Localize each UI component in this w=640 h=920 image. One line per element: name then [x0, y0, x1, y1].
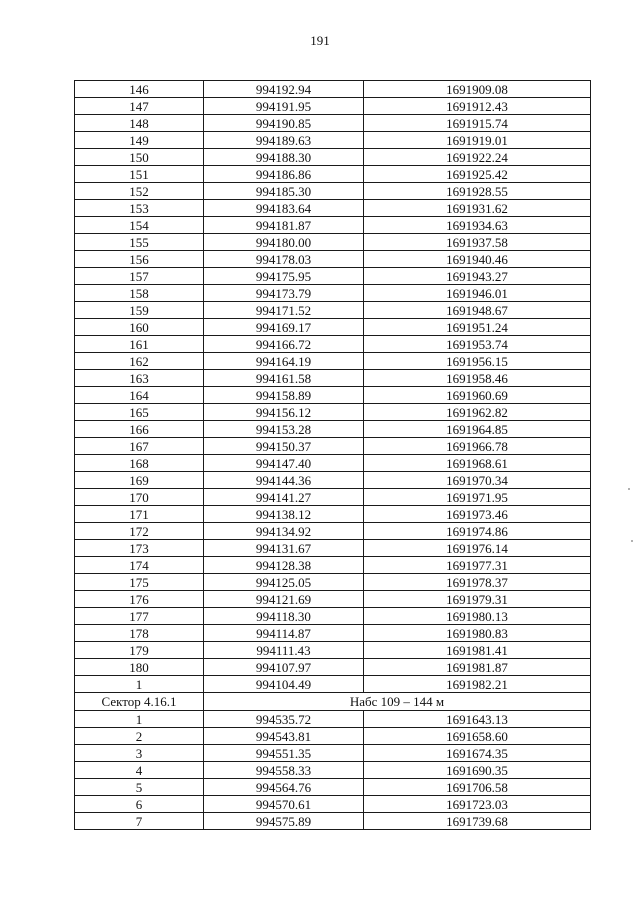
x-coordinate: 994131.67 [204, 540, 364, 557]
y-coordinate: 1691643.13 [364, 711, 591, 728]
y-coordinate: 1691978.37 [364, 574, 591, 591]
y-coordinate: 1691706.58 [364, 779, 591, 796]
y-coordinate: 1691973.46 [364, 506, 591, 523]
sector-row [75, 693, 591, 711]
table-row [75, 200, 591, 217]
y-coordinate: 1691940.46 [364, 251, 591, 268]
table-row [75, 81, 591, 98]
y-coordinate: 1691977.31 [364, 557, 591, 574]
x-coordinate: 994171.52 [204, 302, 364, 319]
x-coordinate: 994543.81 [204, 728, 364, 745]
table-row [75, 762, 591, 779]
x-coordinate: 994125.05 [204, 574, 364, 591]
y-coordinate: 1691912.43 [364, 98, 591, 115]
x-coordinate: 994158.89 [204, 387, 364, 404]
table-row [75, 728, 591, 745]
y-coordinate: 1691739.68 [364, 813, 591, 830]
table-row [75, 166, 591, 183]
x-coordinate: 994558.33 [204, 762, 364, 779]
table-row [75, 642, 591, 659]
table-row [75, 489, 591, 506]
table-row [75, 796, 591, 813]
table-row [75, 574, 591, 591]
y-coordinate: 1691979.31 [364, 591, 591, 608]
point-number: 180 [75, 659, 204, 676]
x-coordinate: 994141.27 [204, 489, 364, 506]
y-coordinate: 1691928.55 [364, 183, 591, 200]
table-row [75, 251, 591, 268]
point-number: 154 [75, 217, 204, 234]
point-number: 168 [75, 455, 204, 472]
x-coordinate: 994164.19 [204, 353, 364, 370]
x-coordinate: 994156.12 [204, 404, 364, 421]
y-coordinate: 1691925.42 [364, 166, 591, 183]
coordinates-table-body-one [75, 81, 591, 693]
table-row [75, 115, 591, 132]
y-coordinate: 1691962.82 [364, 404, 591, 421]
point-number: 166 [75, 421, 204, 438]
y-coordinate: 1691723.03 [364, 796, 591, 813]
y-coordinate: 1691934.63 [364, 217, 591, 234]
y-coordinate: 1691958.46 [364, 370, 591, 387]
point-number: 169 [75, 472, 204, 489]
page-number: 191 [310, 33, 330, 48]
point-number: 1 [75, 676, 204, 693]
point-number: 155 [75, 234, 204, 251]
x-coordinate: 994191.95 [204, 98, 364, 115]
y-coordinate: 1691909.08 [364, 81, 591, 98]
table-row [75, 353, 591, 370]
table-row [75, 659, 591, 676]
x-coordinate: 994111.43 [204, 642, 364, 659]
point-number: 152 [75, 183, 204, 200]
table-row [75, 540, 591, 557]
point-number: 171 [75, 506, 204, 523]
point-number: 153 [75, 200, 204, 217]
point-number: 7 [75, 813, 204, 830]
table-row [75, 404, 591, 421]
point-number: 6 [75, 796, 204, 813]
y-coordinate: 1691690.35 [364, 762, 591, 779]
point-number: 146 [75, 81, 204, 98]
x-coordinate: 994181.87 [204, 217, 364, 234]
scan-speck [628, 488, 630, 490]
sector-name: Сектор 4.16.1 [75, 693, 204, 711]
table-row [75, 779, 591, 796]
table-row [75, 319, 591, 336]
point-number: 167 [75, 438, 204, 455]
table-row [75, 132, 591, 149]
y-coordinate: 1691981.87 [364, 659, 591, 676]
x-coordinate: 994570.61 [204, 796, 364, 813]
y-coordinate: 1691953.74 [364, 336, 591, 353]
y-coordinate: 1691968.61 [364, 455, 591, 472]
x-coordinate: 994175.95 [204, 268, 364, 285]
point-number: 151 [75, 166, 204, 183]
y-coordinate: 1691980.13 [364, 608, 591, 625]
scan-speck [631, 540, 633, 542]
y-coordinate: 1691976.14 [364, 540, 591, 557]
sector-header [75, 693, 591, 711]
point-number: 175 [75, 574, 204, 591]
point-number: 2 [75, 728, 204, 745]
x-coordinate: 994118.30 [204, 608, 364, 625]
x-coordinate: 994169.17 [204, 319, 364, 336]
table-row [75, 472, 591, 489]
y-coordinate: 1691922.24 [364, 149, 591, 166]
point-number: 179 [75, 642, 204, 659]
coordinates-table-body-two [75, 711, 591, 830]
y-coordinate: 1691960.69 [364, 387, 591, 404]
table-row [75, 387, 591, 404]
x-coordinate: 994178.03 [204, 251, 364, 268]
point-number: 159 [75, 302, 204, 319]
point-number: 163 [75, 370, 204, 387]
table-row [75, 98, 591, 115]
point-number: 165 [75, 404, 204, 421]
y-coordinate: 1691937.58 [364, 234, 591, 251]
table-row [75, 557, 591, 574]
point-number: 1 [75, 711, 204, 728]
x-coordinate: 994166.72 [204, 336, 364, 353]
y-coordinate: 1691919.01 [364, 132, 591, 149]
x-coordinate: 994121.69 [204, 591, 364, 608]
point-number: 178 [75, 625, 204, 642]
x-coordinate: 994551.35 [204, 745, 364, 762]
point-number: 158 [75, 285, 204, 302]
x-coordinate: 994104.49 [204, 676, 364, 693]
x-coordinate: 994183.64 [204, 200, 364, 217]
table-row [75, 370, 591, 387]
x-coordinate: 994173.79 [204, 285, 364, 302]
point-number: 148 [75, 115, 204, 132]
y-coordinate: 1691974.86 [364, 523, 591, 540]
y-coordinate: 1691966.78 [364, 438, 591, 455]
table-row [75, 711, 591, 728]
point-number: 161 [75, 336, 204, 353]
table-row [75, 745, 591, 762]
point-number: 150 [75, 149, 204, 166]
table-row [75, 608, 591, 625]
table-row [75, 625, 591, 642]
y-coordinate: 1691674.35 [364, 745, 591, 762]
x-coordinate: 994192.94 [204, 81, 364, 98]
coordinates-table [74, 80, 591, 830]
x-coordinate: 994188.30 [204, 149, 364, 166]
sector-heights: Набс 109 – 144 м [204, 693, 591, 711]
point-number: 174 [75, 557, 204, 574]
point-number: 147 [75, 98, 204, 115]
y-coordinate: 1691948.67 [364, 302, 591, 319]
table-row [75, 302, 591, 319]
y-coordinate: 1691658.60 [364, 728, 591, 745]
y-coordinate: 1691981.41 [364, 642, 591, 659]
point-number: 162 [75, 353, 204, 370]
table-row [75, 234, 591, 251]
y-coordinate: 1691943.27 [364, 268, 591, 285]
y-coordinate: 1691951.24 [364, 319, 591, 336]
y-coordinate: 1691946.01 [364, 285, 591, 302]
point-number: 160 [75, 319, 204, 336]
x-coordinate: 994134.92 [204, 523, 364, 540]
table-row [75, 268, 591, 285]
table-row [75, 591, 591, 608]
x-coordinate: 994128.38 [204, 557, 364, 574]
y-coordinate: 1691982.21 [364, 676, 591, 693]
table-row [75, 285, 591, 302]
table-row [75, 506, 591, 523]
table-row [75, 336, 591, 353]
x-coordinate: 994138.12 [204, 506, 364, 523]
table-row [75, 676, 591, 693]
point-number: 173 [75, 540, 204, 557]
x-coordinate: 994114.87 [204, 625, 364, 642]
point-number: 3 [75, 745, 204, 762]
table-row [75, 523, 591, 540]
table-row [75, 455, 591, 472]
point-number: 149 [75, 132, 204, 149]
y-coordinate: 1691971.95 [364, 489, 591, 506]
y-coordinate: 1691970.34 [364, 472, 591, 489]
point-number: 156 [75, 251, 204, 268]
y-coordinate: 1691980.83 [364, 625, 591, 642]
x-coordinate: 994153.28 [204, 421, 364, 438]
table-row [75, 813, 591, 830]
y-coordinate: 1691915.74 [364, 115, 591, 132]
table-row [75, 183, 591, 200]
y-coordinate: 1691964.85 [364, 421, 591, 438]
y-coordinate: 1691956.15 [364, 353, 591, 370]
x-coordinate: 994161.58 [204, 370, 364, 387]
table-row [75, 217, 591, 234]
point-number: 157 [75, 268, 204, 285]
point-number: 172 [75, 523, 204, 540]
point-number: 4 [75, 762, 204, 779]
point-number: 5 [75, 779, 204, 796]
x-coordinate: 994186.86 [204, 166, 364, 183]
x-coordinate: 994150.37 [204, 438, 364, 455]
point-number: 176 [75, 591, 204, 608]
x-coordinate: 994564.76 [204, 779, 364, 796]
point-number: 177 [75, 608, 204, 625]
x-coordinate: 994190.85 [204, 115, 364, 132]
point-number: 170 [75, 489, 204, 506]
x-coordinate: 994180.00 [204, 234, 364, 251]
table-row [75, 149, 591, 166]
x-coordinate: 994575.89 [204, 813, 364, 830]
x-coordinate: 994185.30 [204, 183, 364, 200]
x-coordinate: 994147.40 [204, 455, 364, 472]
x-coordinate: 994189.63 [204, 132, 364, 149]
y-coordinate: 1691931.62 [364, 200, 591, 217]
table-row [75, 438, 591, 455]
x-coordinate: 994144.36 [204, 472, 364, 489]
point-number: 164 [75, 387, 204, 404]
x-coordinate: 994107.97 [204, 659, 364, 676]
x-coordinate: 994535.72 [204, 711, 364, 728]
table-row [75, 421, 591, 438]
